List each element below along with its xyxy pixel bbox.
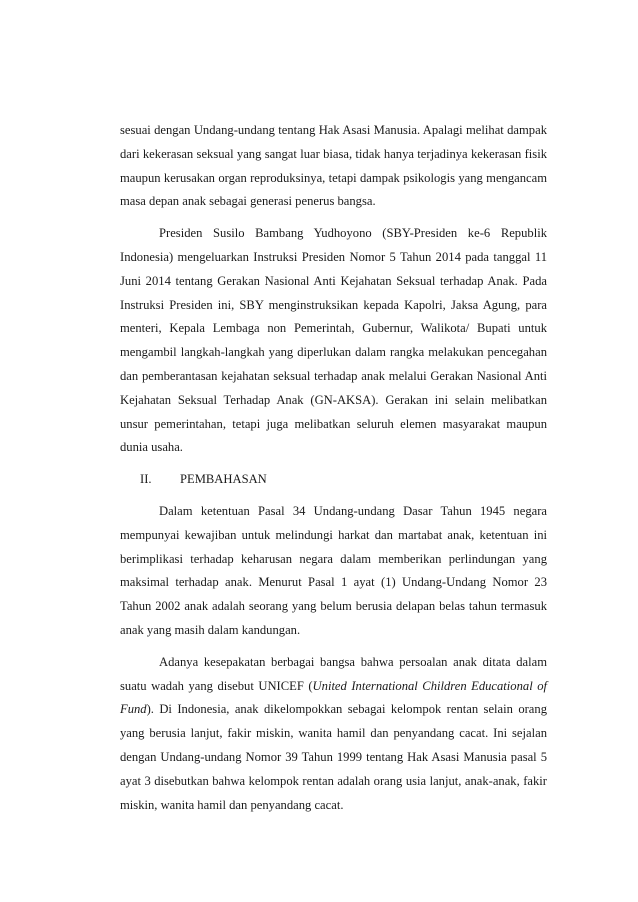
paragraph-unicef [120, 651, 547, 818]
document-body [120, 119, 547, 825]
unicef-full-name: United International Children Educational of Fund [120, 678, 547, 717]
paragraph-presidential-instruction: Presiden Susilo Bambang Yudhoyono (SBY-Presiden ke-6 Republik Indonesia) mengeluarkan Instruksi Presiden Nomor 5 Tahun 2014 pada tanggal 11 Juni 2014 tentang Gerakan Nasional Anti Kejahatan Seksual terhadap Anak. Pada Instruksi Presiden ini, SBY menginstruksikan kepada Kapolri, Jaksa Agung, para menteri, Kepala Lembaga non Pemerintah, Gubernur, Walikota/ Bupati untuk mengambil langkah-langkah yang diperlukan dalam rangka melakukan pencegahan dan pemberantasan kejahatan seksual terhadap anak melalui Gerakan Nasional Anti Kejahatan Seksual Terhadap Anak (GN-AKSA). Gerakan ini selain melibatkan unsur pemerintahan, tetapi juga melibatkan seluruh elemen masyarakat maupun dunia usaha. [120, 226, 547, 455]
section-heading [120, 468, 547, 492]
paragraph-constitution-article: Dalam ketentuan Pasal 34 Undang-undang Dasar Tahun 1945 negara mempunyai kewajiban untuk melindungi harkat dan martabat anak, ketentuan ini berimplikasi terhadap keharusan negara dalam memberikan perlindungan yang maksimal terhadap anak. Menurut Pasal 1 ayat (1) Undang-Undang Nomor 23 Tahun 2002 anak adalah seorang yang belum berusia delapan belas tahun termasuk anak yang masih dalam kandungan. [120, 503, 547, 637]
section-number: II. [140, 472, 152, 487]
paragraph-continuation: sesuai dengan Undang-undang tentang Hak Asasi Manusia. Apalagi melihat dampak dari kekerasan seksual yang sangat luar biasa, tidak hanya terjadinya kekerasan fisik maupun kerusakan organ reproduksinya, tetapi dampak psikologis yang mengancam masa depan anak sebagai generasi penerus bangsa. [120, 123, 547, 209]
section-title: PEMBAHASAN [180, 472, 267, 487]
paragraph-unicef-text-end: ). Di Indonesia, anak dikelompokkan sebagai kelompok rentan selain orang yang berusia lanjut, fakir miskin, wanita hamil dan penyandang cacat. Ini sejalan dengan Undang-undang Nomor 39 Tahun 1999 tentang Hak Asasi Manusia pasal 5 ayat 3 disebutkan bahwa kelompok rentan adalah orang usia lanjut, anak-anak, fakir miskin, wanita hamil dan penyandang cacat. [120, 702, 547, 812]
paragraph-unicef-text-start: Adanya kesepakatan berbagai bangsa bahwa persoalan anak ditata dalam suatu wadah yang disebut UNICEF ( [120, 654, 547, 693]
